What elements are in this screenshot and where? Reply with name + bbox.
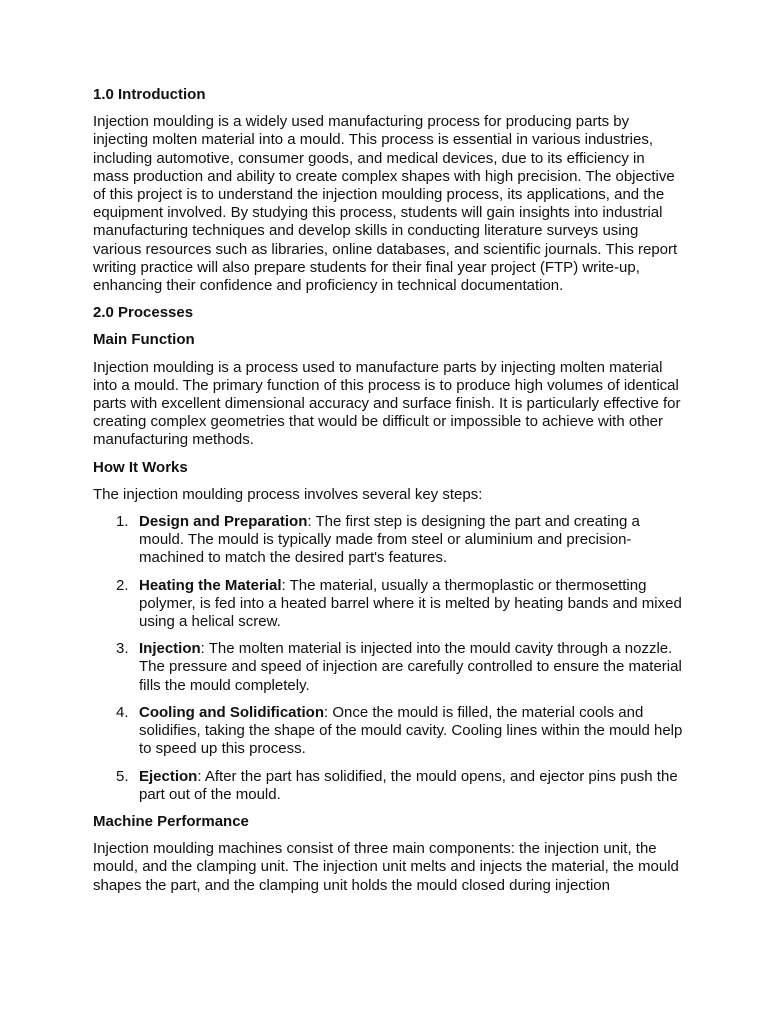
step-number: 5.: [116, 767, 129, 785]
intro-heading: 1.0 Introduction: [93, 86, 206, 103]
machine-performance-paragraph: Injection moulding machines consist of three main components: the injection unit, the mould, and the clamping unit. The injection unit melts and injects the material, the mould shapes the part, and the clamping unit holds the mould closed during injection: [93, 840, 679, 894]
step-text: : Once the mould is filled, the material cools and solidifies, taking the shape of the mould cavity. Cooling lines within the mould help to speed up this process.: [139, 703, 683, 758]
step-text: : The molten material is injected into the mould cavity through a nozzle. The pressure and speed of injection are carefully controlled to ensure the material fills the mould completely.: [139, 640, 682, 694]
main-function-heading: Main Function: [93, 331, 195, 349]
main-function-paragraph: Injection moulding is a process used to manufacture parts by injecting molten material into a mould. The primary function of this process is to produce high volumes of identical parts with excellent dimensional accuracy and surface finish. It is particularly effective for creating complex geometries that would be difficult or impossible to achieve with other manufacturing methods.: [93, 358, 681, 449]
list-item: [93, 577, 683, 632]
step-title: Ejection: [139, 767, 198, 785]
how-it-works-heading: How It Works: [93, 458, 188, 476]
step-number: 4.: [116, 703, 129, 721]
step-text: : The first step is designing the part and creating a mould. The mould is typically made from steel or aluminium and precision-machined to match the desired part's features.: [139, 513, 640, 567]
step-title: Injection: [139, 640, 201, 658]
list-item: [93, 768, 683, 804]
steps-list: [93, 513, 683, 804]
step-title: Cooling and Solidification: [139, 703, 324, 721]
list-item: [93, 513, 683, 568]
intro-paragraph: Injection moulding is a widely used manufacturing process for producing parts by injecting molten material into a mould. This process is essential in various industries, including automotive, consumer goods, and medical devices, due to its efficiency in mass production and ability to create complex shapes with high precision. The objective of this project is to understand the injection moulding process, its applications, and the equipment involved. By studying this process, students will gain insights into industrial manufacturing techniques and develop skills in conducting literature surveys using various resources such as libraries, online databases, and scientific journals. This report writing practice will also prepare students for their final year project (FTP) write-up, enhancing their confidence and proficiency in technical documentation.: [93, 113, 678, 295]
step-title: Heating the Material: [139, 576, 282, 594]
step-number: 1.: [116, 513, 129, 531]
step-number: 2.: [116, 576, 129, 594]
list-item: [93, 640, 683, 695]
step-text: : After the part has solidified, the mould opens, and ejector pins push the part out of the mould.: [139, 767, 678, 803]
step-title: Design and Preparation: [139, 513, 308, 531]
machine-performance-heading: Machine Performance: [93, 812, 249, 830]
step-number: 3.: [116, 640, 129, 658]
list-item: [93, 704, 683, 759]
processes-heading: 2.0 Processes: [93, 304, 194, 322]
step-text: : The material, usually a thermoplastic or thermosetting polymer, is fed into a heated barrel where it is melted by heating bands and mixed using a helical screw.: [139, 576, 682, 631]
how-it-works-intro: The injection moulding process involves several key steps:: [93, 485, 483, 503]
document-page: [93, 86, 683, 904]
